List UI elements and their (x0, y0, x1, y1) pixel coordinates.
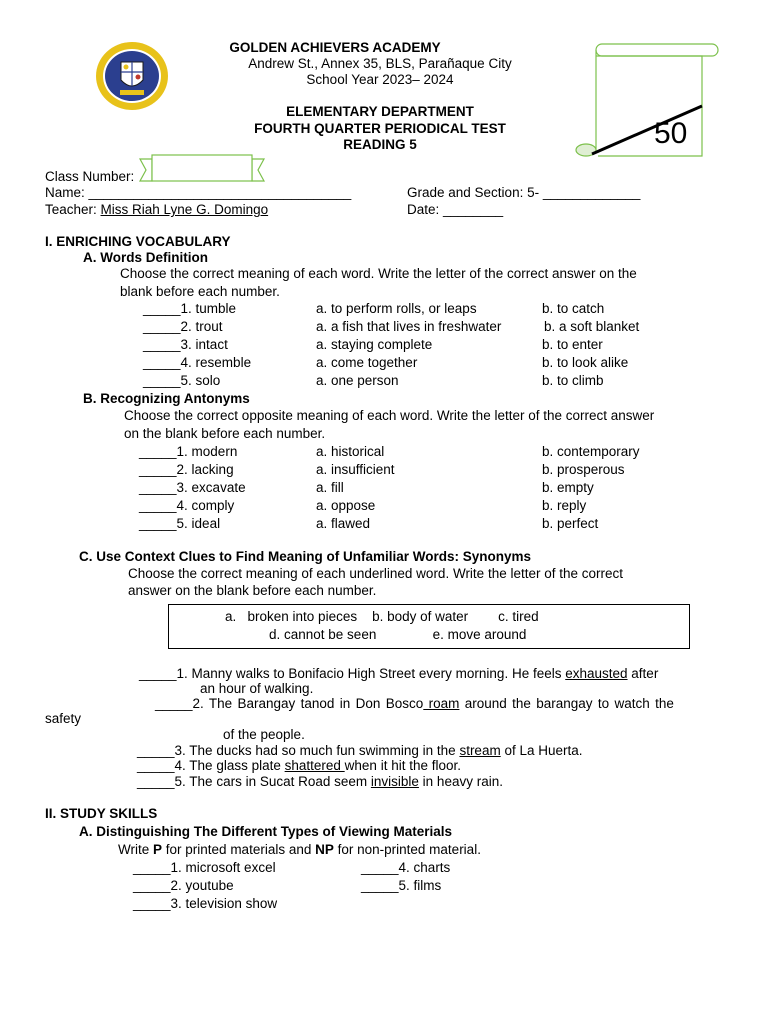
sentence-text: around the barangay to watch the (459, 696, 674, 711)
part1b-item-question: _____1. modern (139, 444, 238, 459)
sentence-text: _____5. The cars in Sucat Road seem (137, 774, 371, 789)
sentence-text: after (627, 666, 659, 681)
sentence-text: when it hit the floor. (344, 758, 461, 773)
part1b-item-question: _____3. excavate (139, 480, 246, 495)
part1b-item-choice-a: a. oppose (316, 498, 376, 513)
teacher-label: Teacher: (45, 202, 101, 217)
part1a-item-choice-a: a. come together (316, 355, 418, 370)
score-scroll (572, 42, 722, 162)
sentence-2-wrap: safety (45, 711, 82, 726)
school-address: Andrew St., Annex 35, BLS, Parañaque City (248, 56, 512, 71)
part1c-instruction-1: Choose the correct meaning of each underlined word. Write the letter of the correct (128, 566, 624, 581)
sentence-text: _____1. Manny walks to Bonifacio High Street every morning. He feels (139, 666, 566, 681)
school-year: School Year 2023– 2024 (306, 72, 454, 87)
part1a-title: A. Words Definition (83, 250, 208, 265)
instruction-key-p: P (153, 842, 163, 857)
sentence-text: in heavy rain. (418, 774, 503, 789)
instruction-text: Write (118, 842, 154, 857)
part1a-item-choice-a: a. a fish that lives in freshwater (316, 319, 502, 334)
part1b-item-question: _____2. lacking (139, 462, 234, 477)
underlined-word: stream (459, 743, 501, 758)
part1b-item-choice-a: a. insufficient (316, 462, 395, 477)
sentence-3 (137, 743, 583, 759)
sentence-1 (139, 666, 658, 682)
part1a-item-choice-b: b. to climb (542, 373, 604, 388)
part2a-instruction (118, 842, 481, 858)
grade-section-field[interactable]: Grade and Section: 5- _____________ (407, 185, 641, 200)
sentence-text: _____4. The glass plate (137, 758, 285, 773)
part1b-item-question: _____4. comply (139, 498, 235, 513)
sentence-1-continued: an hour of walking. (200, 681, 314, 696)
part1a-item-question: _____4. resemble (143, 355, 252, 370)
part2-title: II. STUDY SKILLS (45, 806, 158, 821)
instruction-text: for non-printed material. (333, 842, 481, 857)
instruction-text: for printed materials and (162, 842, 316, 857)
part1b-instruction-1: Choose the correct opposite meaning of each word. Write the letter of the correct answer (124, 408, 655, 423)
part2a-item: _____2. youtube (133, 878, 234, 893)
part1b-item-choice-a: a. historical (316, 444, 385, 459)
sentence-text: of La Huerta. (500, 743, 583, 758)
part1b-item-choice-b: b. prosperous (542, 462, 625, 477)
score-total: 50 (654, 117, 688, 150)
part1b-item-question: _____5. ideal (139, 516, 221, 531)
sentence-4 (137, 758, 461, 774)
sentence-2-continued: of the people. (223, 727, 305, 742)
class-number-label: Class Number: (45, 169, 135, 184)
teacher-line (45, 202, 268, 218)
part2a-title: A. Distinguishing The Different Types of Viewing Materials (79, 824, 453, 839)
name-field[interactable]: Name: ___________________________________ (45, 185, 352, 200)
part2a-item: _____1. microsoft excel (133, 860, 276, 875)
part1a-item-choice-b: b. a soft blanket (544, 319, 640, 334)
part1a-item-choice-a: a. one person (316, 373, 399, 388)
part1b-title: B. Recognizing Antonyms (83, 391, 250, 406)
part1c-instruction-2: answer on the blank before each number. (128, 583, 377, 598)
school-name: GOLDEN ACHIEVERS ACADEMY (229, 40, 441, 55)
instruction-key-np: NP (315, 842, 334, 857)
part1b-item-choice-a: a. fill (316, 480, 344, 495)
teacher-name: Miss Riah Lyne G. Domingo (100, 202, 269, 217)
sentence-text: _____3. The ducks had so much fun swimming in the (137, 743, 460, 758)
part2a-item: _____3. television show (133, 896, 278, 911)
sentence-2 (155, 696, 674, 712)
test-title: FOURTH QUARTER PERIODICAL TEST (254, 121, 506, 136)
part1a-item-question: _____2. trout (143, 319, 223, 334)
part1-title: I. ENRICHING VOCABULARY (45, 234, 231, 249)
part1b-item-choice-b: b. reply (542, 498, 587, 513)
subject-title: READING 5 (343, 137, 417, 152)
underlined-word: shattered (284, 758, 345, 773)
part1a-instruction-2: blank before each number. (120, 284, 280, 299)
part1a-item-choice-b: b. to catch (542, 301, 605, 316)
part2a-item: _____4. charts (361, 860, 451, 875)
date-field[interactable]: Date: ________ (407, 202, 504, 217)
part1a-item-choice-b: b. to enter (542, 337, 603, 352)
part1a-item-question: _____3. intact (143, 337, 228, 352)
part1a-item-choice-b: b. to look alike (542, 355, 629, 370)
part1b-item-choice-b: b. perfect (542, 516, 599, 531)
part1b-item-choice-b: b. empty (542, 480, 594, 495)
sentence-5 (137, 774, 503, 790)
part1a-item-choice-a: a. staying complete (316, 337, 433, 352)
choices-row-1: a. broken into pieces b. body of water c. tired (225, 609, 539, 624)
part2a-item: _____5. films (361, 878, 442, 893)
part1b-item-choice-a: a. flawed (316, 516, 371, 531)
part1b-instruction-2: on the blank before each number. (124, 426, 326, 441)
underlined-word: exhausted (565, 666, 628, 681)
underlined-word: roam (423, 696, 460, 711)
choices-row-2: d. cannot be seen e. move around (269, 627, 527, 642)
department-title: ELEMENTARY DEPARTMENT (286, 104, 474, 119)
part1a-item-question: _____5. solo (143, 373, 221, 388)
part1a-item-question: _____1. tumble (143, 301, 237, 316)
underlined-word: invisible (370, 774, 419, 789)
part1c-title: C. Use Context Clues to Find Meaning of Unfamiliar Words: Synonyms (79, 549, 532, 564)
part1a-item-choice-a: a. to perform rolls, or leaps (316, 301, 477, 316)
part1a-instruction-1: Choose the correct meaning of each word. Write the letter of the correct answer on the (120, 266, 637, 281)
sentence-text: _____2. The Barangay tanod in Don Bosco (155, 696, 424, 711)
part1b-item-choice-b: b. contemporary (542, 444, 640, 459)
class-number-ribbon (138, 153, 266, 189)
